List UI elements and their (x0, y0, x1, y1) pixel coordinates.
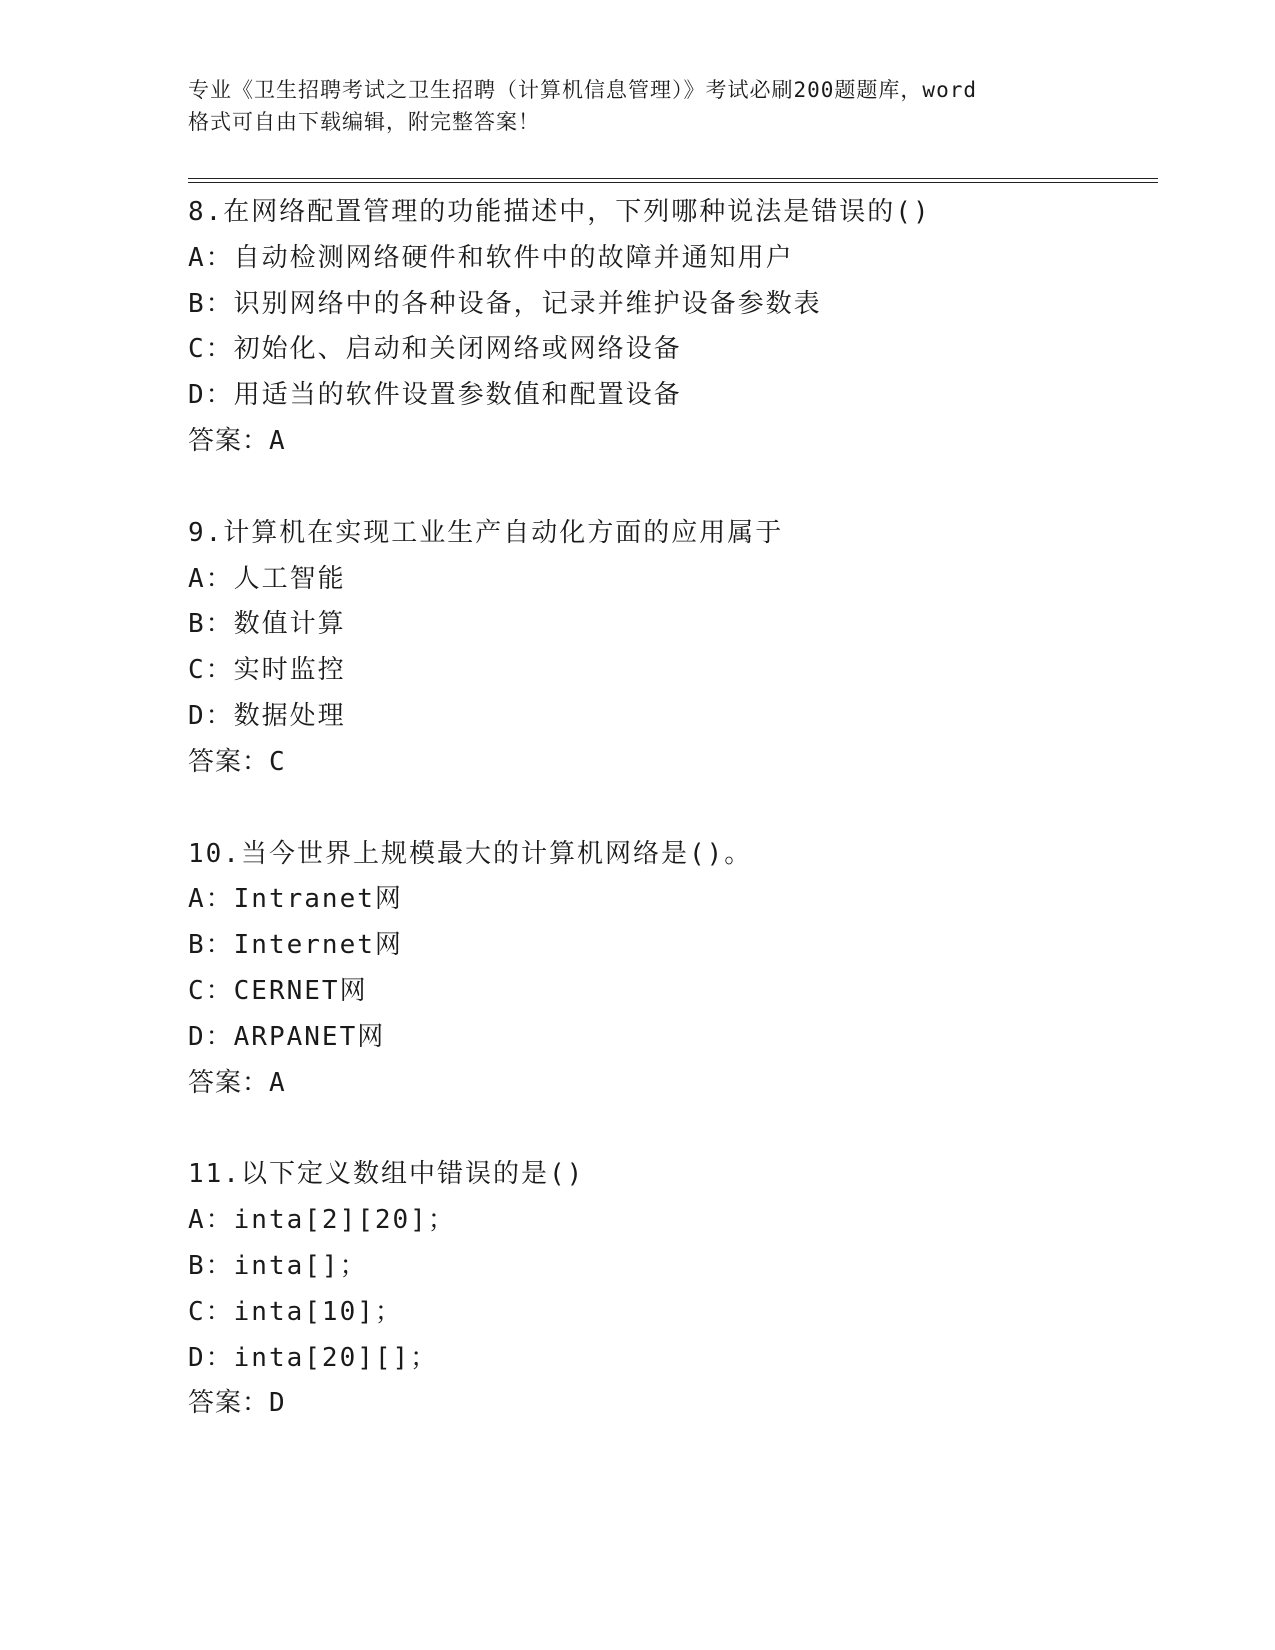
option-a: A：人工智能 (188, 563, 346, 594)
question-10 (188, 832, 1158, 1107)
option-b: B：数值计算 (188, 609, 346, 640)
question-list (188, 190, 1158, 1473)
question-stem: 9.计算机在实现工业生产自动化方面的应用属于 (188, 517, 784, 548)
option-d: D：数据处理 (188, 700, 346, 731)
option-a: A：自动检测网络硬件和软件中的故障并通知用户 (188, 242, 794, 273)
answer-line: 答案：C (188, 746, 286, 777)
option-b: B：识别网络中的各种设备，记录并维护设备参数表 (188, 288, 822, 319)
question-stem: 8.在网络配置管理的功能描述中，下列哪种说法是错误的() (188, 197, 931, 227)
question-8 (188, 190, 1158, 465)
header-divider (188, 178, 1158, 183)
option-c: C：实时监控 (188, 655, 346, 686)
option-a: A：Intranet网 (188, 884, 403, 915)
answer-line: 答案：A (188, 1067, 286, 1098)
question-stem: 11.以下定义数组中错误的是() (188, 1159, 585, 1190)
question-9 (188, 511, 1158, 786)
option-c: C：CERNET网 (188, 975, 368, 1006)
option-b: B：inta[]； (188, 1250, 368, 1281)
header-line-2: 格式可自由下载编辑，附完整答案！ (188, 110, 540, 134)
option-a: A：inta[2][20]； (188, 1205, 456, 1236)
option-d: D：用适当的软件设置参数值和配置设备 (188, 380, 682, 411)
option-c: C：inta[10]； (188, 1296, 403, 1327)
header-line-1: 专业《卫生招聘考试之卫生招聘（计算机信息管理）》考试必刷200题题库，word (188, 78, 977, 102)
option-b: B：Internet网 (188, 930, 403, 961)
option-c: C：初始化、启动和关闭网络或网络设备 (188, 334, 682, 365)
option-d: D：inta[20][]； (188, 1342, 439, 1373)
question-stem: 10.当今世界上规模最大的计算机网络是()。 (188, 838, 753, 869)
question-11 (188, 1152, 1158, 1427)
answer-line: 答案：D (188, 1388, 286, 1419)
answer-line: 答案：A (188, 425, 286, 456)
document-header (188, 74, 1088, 138)
option-d: D：ARPANET网 (188, 1021, 386, 1052)
